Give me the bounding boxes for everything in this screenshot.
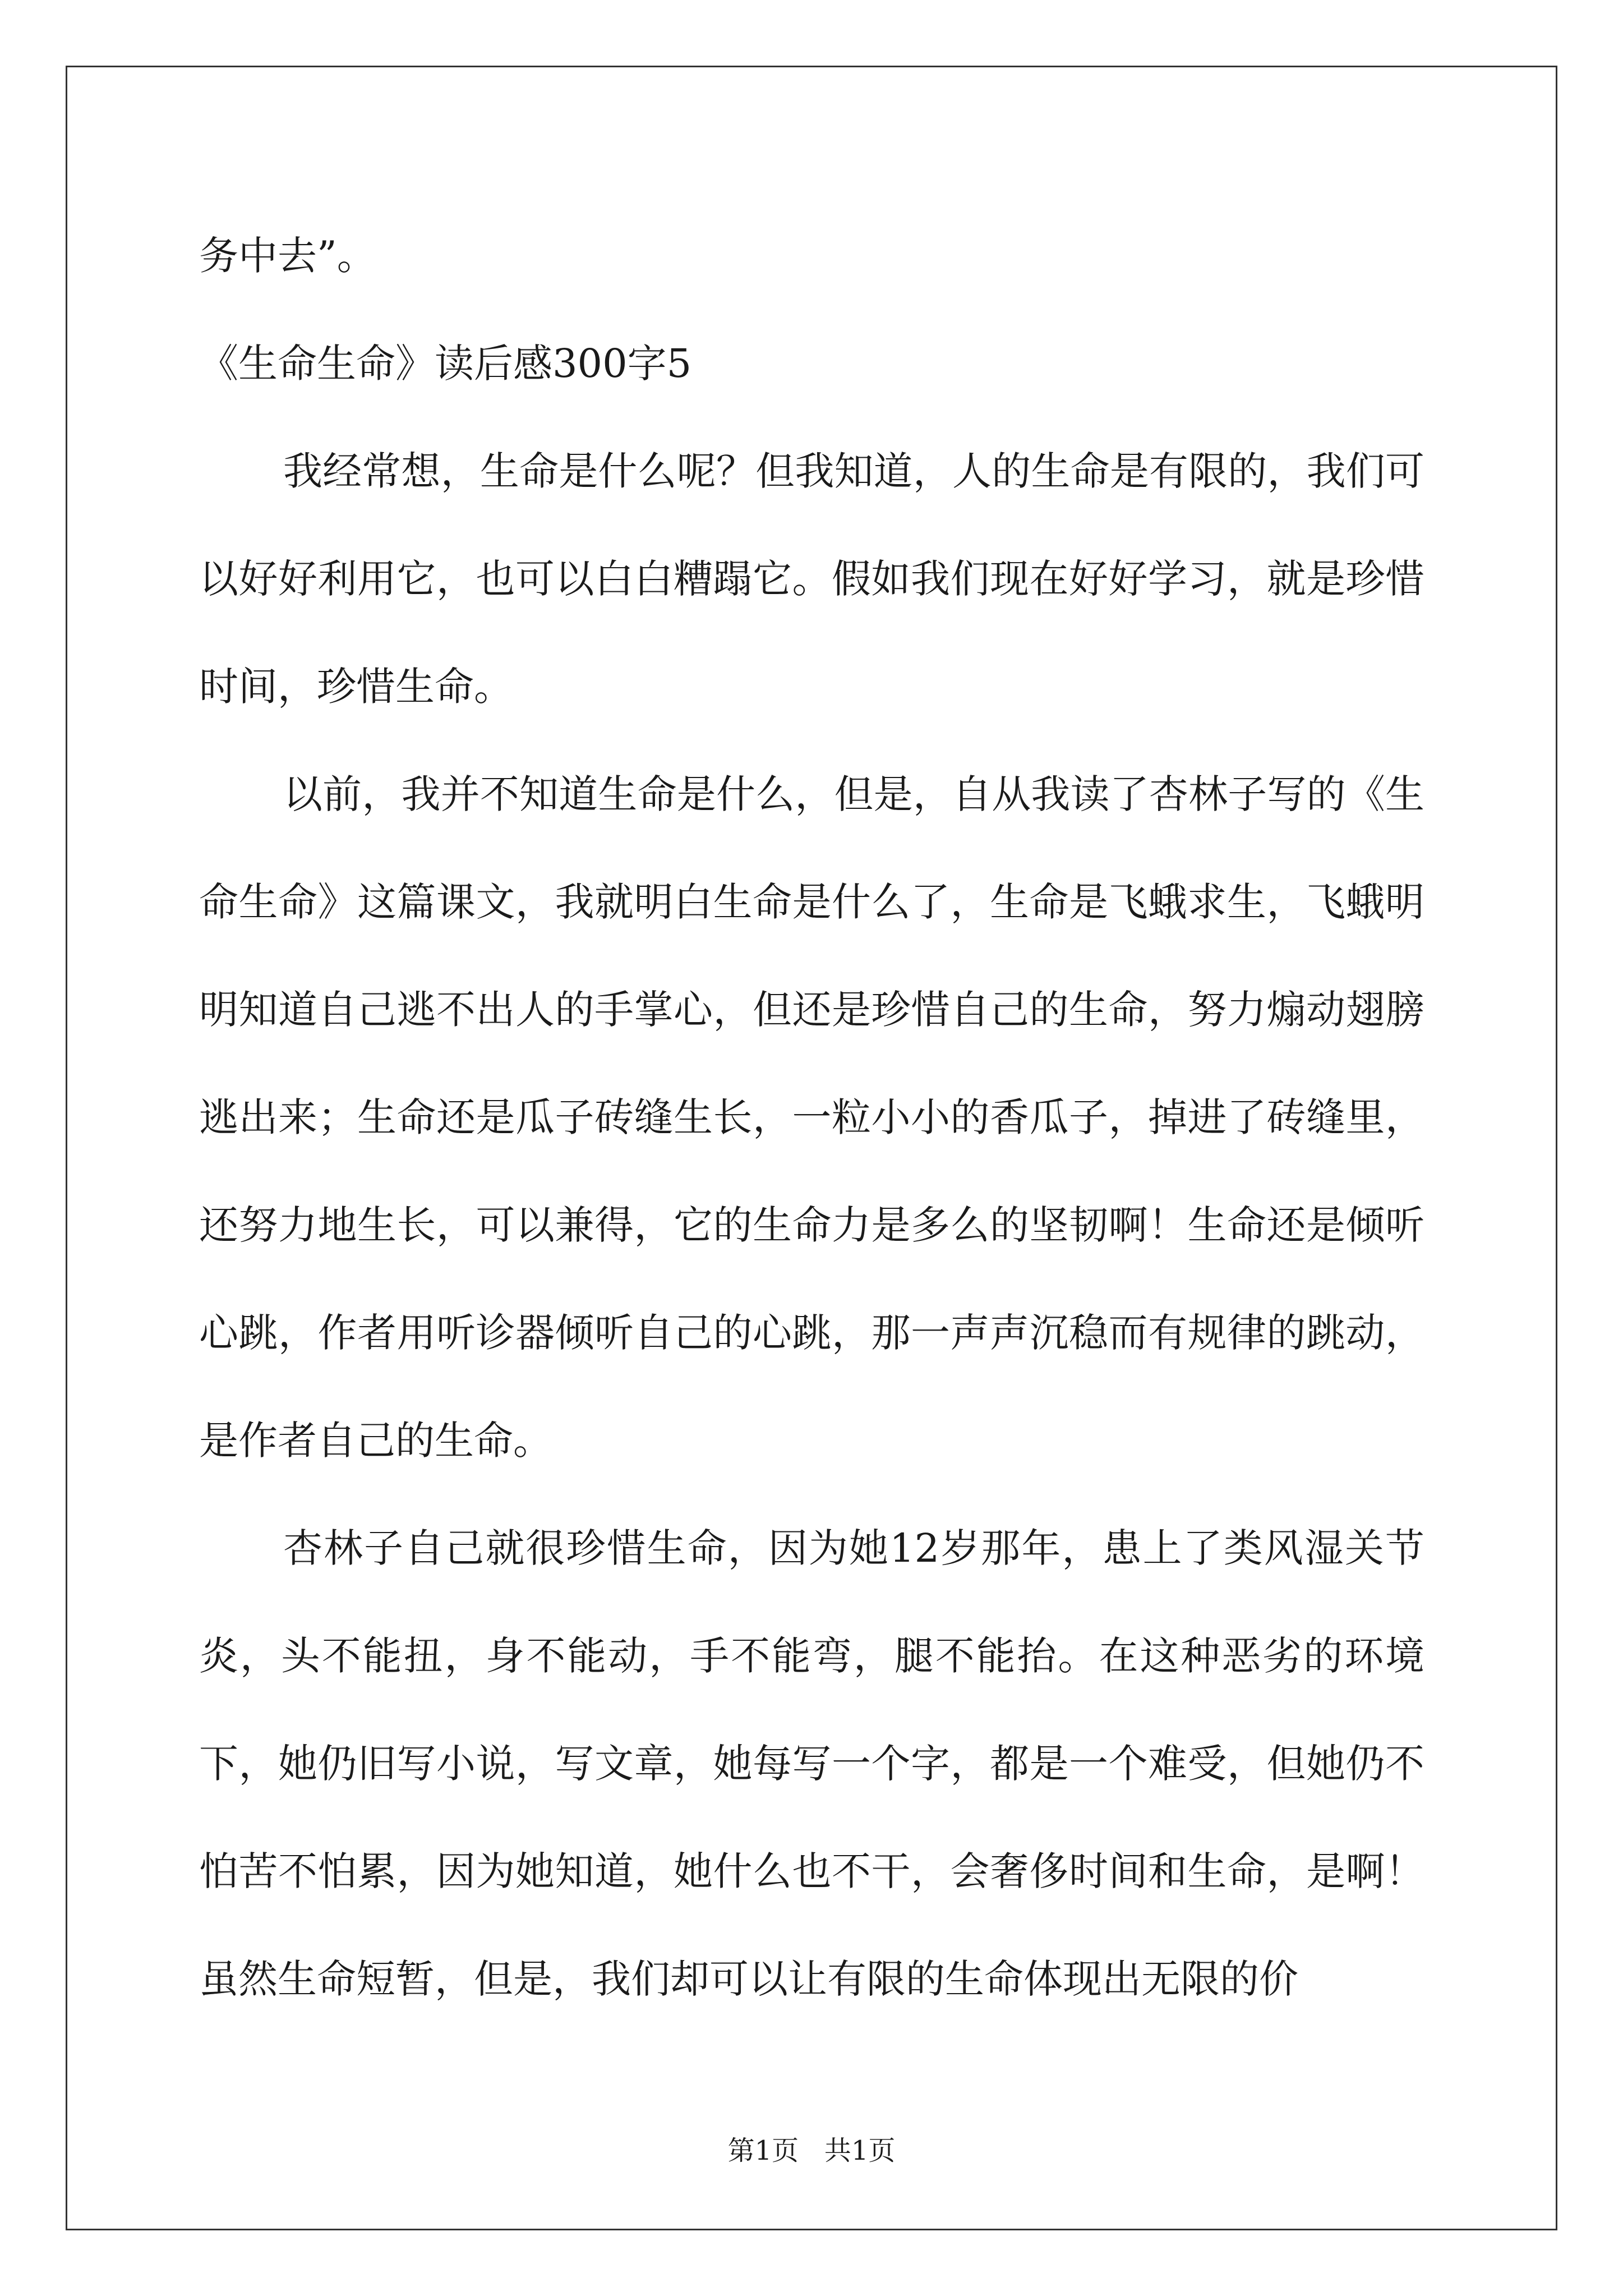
page-footer: 第1页 共1页 (727, 2135, 896, 2166)
document-body (199, 202, 1424, 2033)
continuation-line: 务中去”。 (199, 233, 376, 279)
paragraph-3: 杏林子自己就很珍惜生命，因为她12岁那年，患上了类风湿关节炎，头不能扭，身不能动，手不能弯，腿不能抬。在这种恶劣的环境下，她仍旧写小说，写文章，她每写一个字，都是一个难受，但她仍不怕苦不怕累，因为她知道，她什么也不干，会奢侈时间和生命，是啊！虽然生命短暂，但是，我们却可以让有限的生命体现出无限的价 (199, 1525, 1424, 2002)
paragraph-2: 以前，我并不知道生命是什么，但是，自从我读了杏林子写的《生命生命》这篇课文，我就明白生命是什么了，生命是飞蛾求生，飞蛾明明知道自己逃不出人的手掌心，但还是珍惜自己的生命，努力煽动翅膀逃出来；生命还是瓜子砖缝生长，一粒小小的香瓜子，掉进了砖缝里，还努力地生长，可以兼得，它的生命力是多么的坚韧啊！生命还是倾听心跳，作者用听诊器倾听自己的心跳，那一声声沉稳而有规律的跳动，是作者自己的生命。 (199, 771, 1424, 1464)
paragraph-1: 我经常想，生命是什么呢？但我知道，人的生命是有限的，我们可以好好利用它，也可以白白糟蹋它。假如我们现在好好学习，就是珍惜时间，珍惜生命。 (199, 448, 1424, 710)
section-title: 《生命生命》读后感300字5 (199, 341, 692, 386)
